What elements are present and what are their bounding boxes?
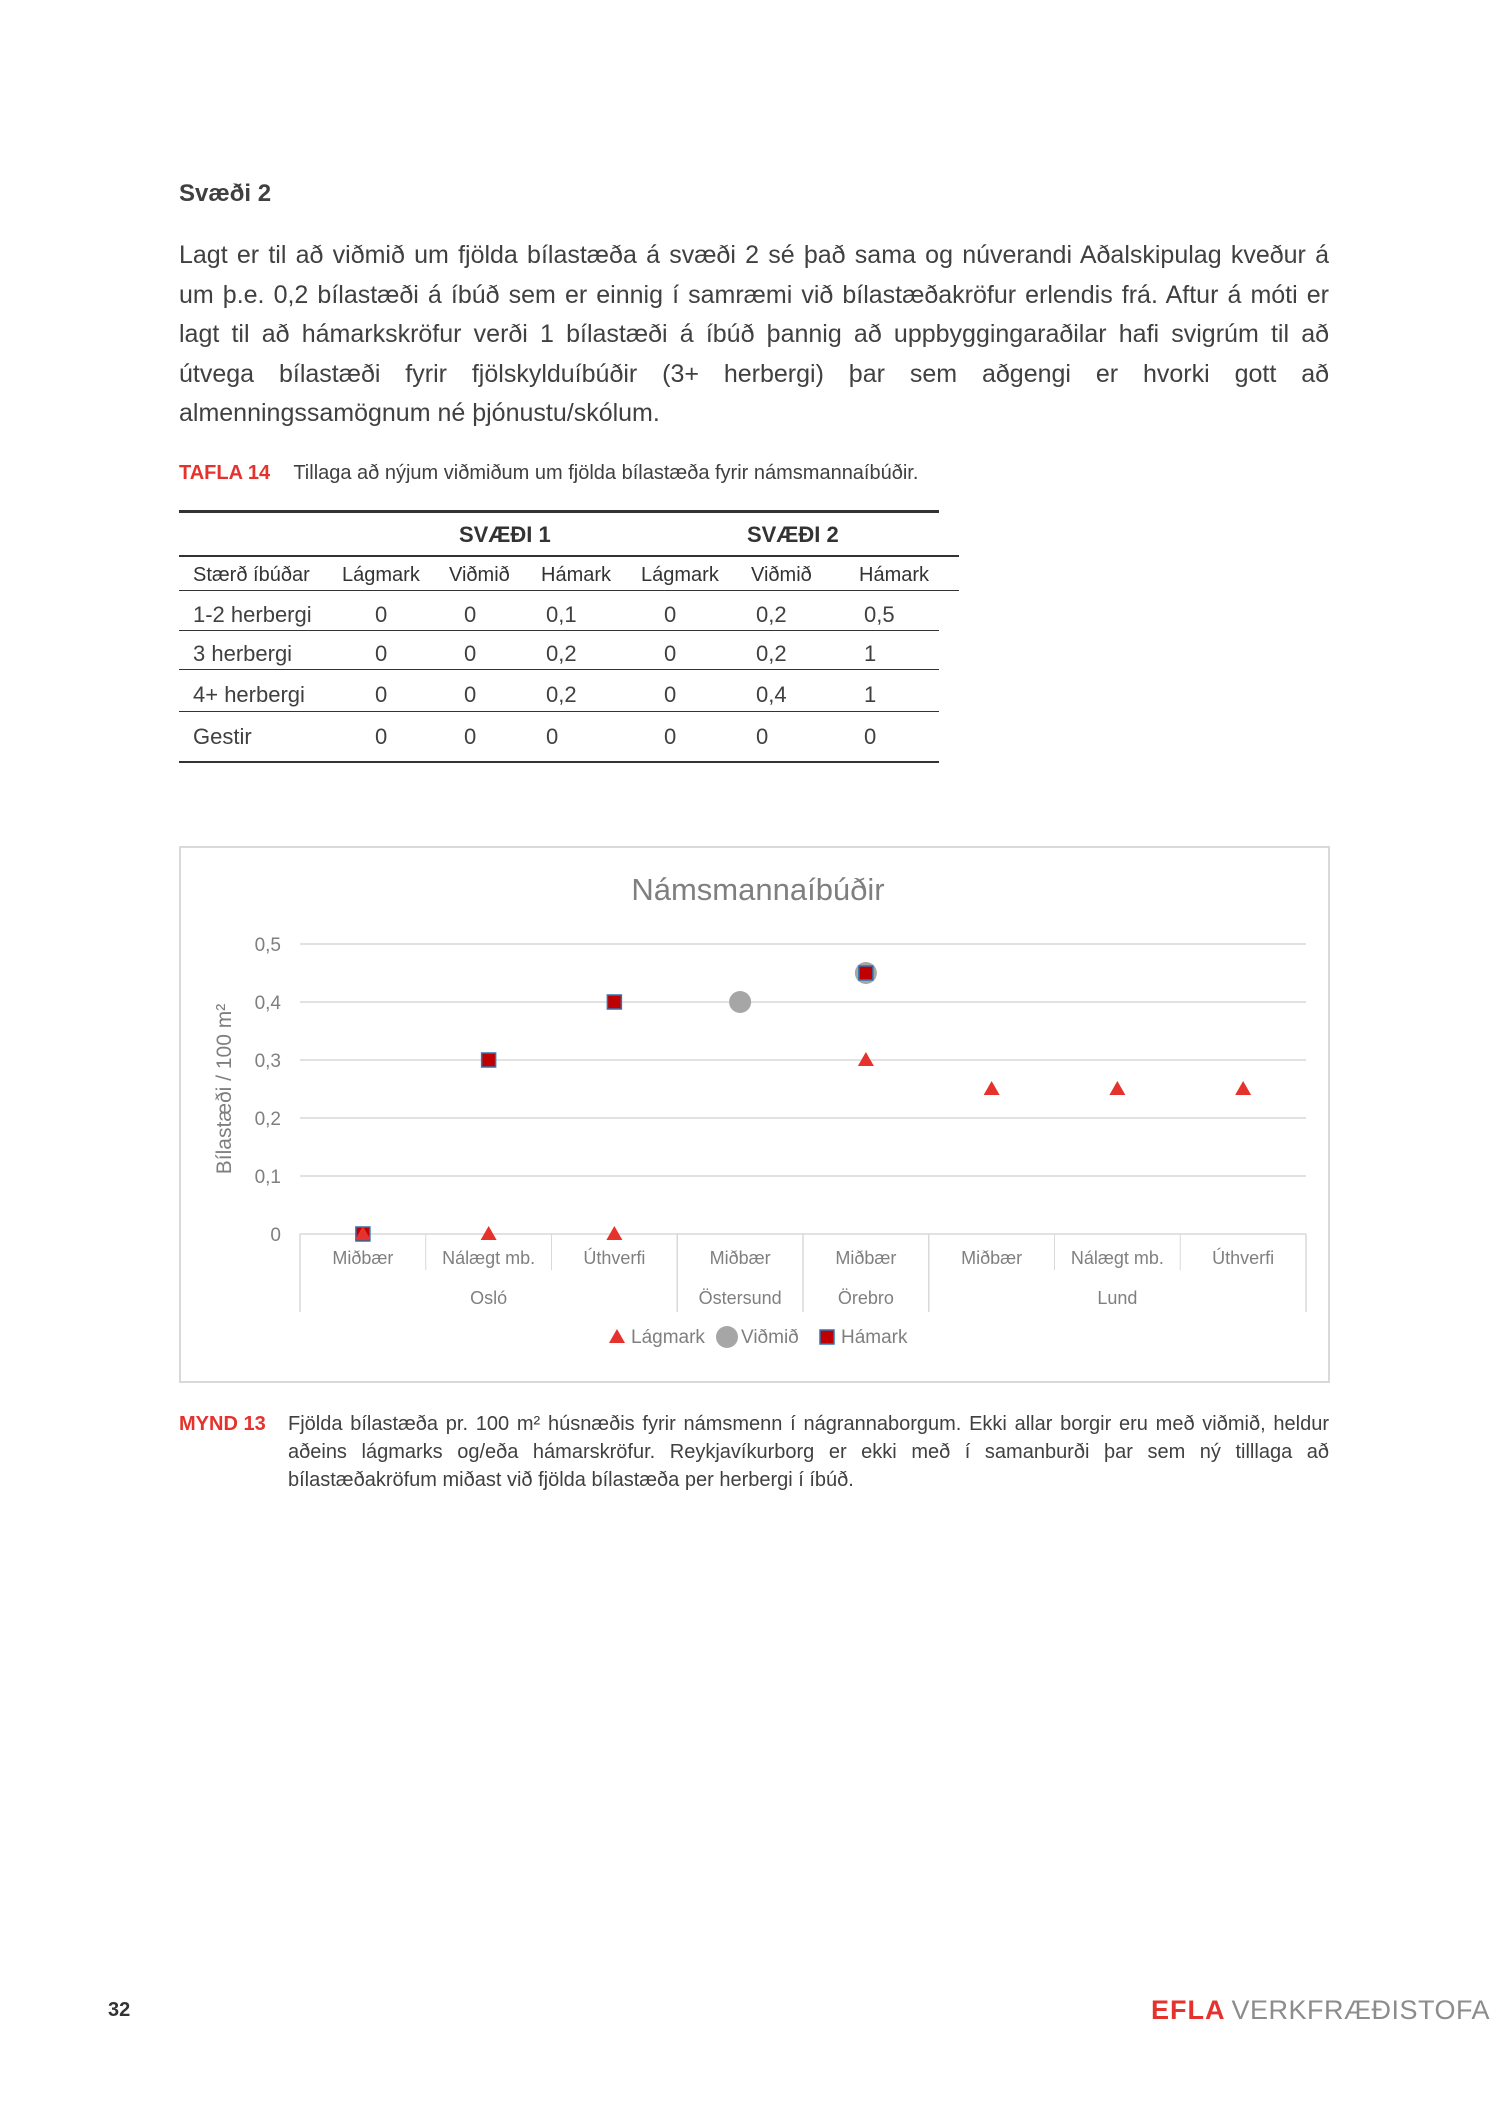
- table-column-header: Lágmark: [342, 564, 420, 586]
- x-category-label: Úthverfi: [1212, 1248, 1275, 1268]
- table-cell: 0,2: [756, 602, 787, 627]
- data-point-hámark: [859, 966, 873, 980]
- x-group-label: Lund: [1097, 1288, 1138, 1308]
- legend-label: Hámark: [841, 1327, 908, 1348]
- data-point-hámark: [482, 1053, 496, 1067]
- legend-label: Lágmark: [631, 1327, 705, 1348]
- table-cell: 0,2: [756, 641, 787, 666]
- table-cell: 0,2: [546, 641, 577, 666]
- x-group-label: Östersund: [698, 1288, 782, 1308]
- x-category-label: Miðbær: [709, 1248, 771, 1268]
- y-tick-label: 0,5: [254, 935, 281, 956]
- data-point-hámark: [607, 995, 621, 1009]
- y-tick-label: 0,4: [254, 993, 281, 1014]
- table-cell: 0: [464, 724, 477, 749]
- table-cell: 0: [756, 724, 769, 749]
- table-cell: 0: [864, 724, 877, 749]
- table-cell: 0: [464, 682, 477, 707]
- legend-label: Viðmið: [741, 1327, 799, 1348]
- figure-caption: [179, 1410, 1329, 1494]
- data-point-lágmark: [984, 1081, 1000, 1095]
- x-group-label: Osló: [470, 1288, 508, 1308]
- legend-marker: [716, 1326, 738, 1348]
- table-cell: 0: [664, 602, 677, 627]
- table-cell: 0: [664, 682, 677, 707]
- table-column-header: Stærð íbúðar: [193, 564, 310, 586]
- data-point-lágmark: [606, 1226, 622, 1240]
- table-column-header: Viðmið: [751, 564, 812, 586]
- x-category-label: Nálægt mb.: [442, 1248, 536, 1268]
- figure-caption-text: Fjölda bílastæða pr. 100 m² húsnæðis fyrir námsmenn í nágrannaborgum. Ekki allar borgir eru með viðmið, heldur aðeins lágmarks og/eða hámarskröfur. Reykjavíkurborg er ekki með í samanburði þar sem ný tilllaga að bílastæðakröfum miðast við fjölda bílastæða per herbergi í íbúð.: [288, 1413, 1329, 1491]
- x-category-label: Miðbær: [332, 1248, 394, 1268]
- logo-brand: EFLA: [1151, 1995, 1226, 2025]
- table-cell: 0: [464, 602, 477, 627]
- data-point-lágmark: [1235, 1081, 1251, 1095]
- table-cell: 0,5: [864, 602, 895, 627]
- efla-logo: [1151, 1995, 1490, 2026]
- table-cell: 0: [375, 724, 388, 749]
- table-rule: [179, 590, 959, 591]
- table-cell: 1: [864, 682, 877, 707]
- table-caption-label: TAFLA 14: [179, 462, 271, 484]
- table-column-header: Viðmið: [449, 564, 510, 586]
- section-heading: Svæði 2: [179, 180, 272, 207]
- table-cell: 0: [375, 641, 388, 666]
- chart-container: [179, 846, 1330, 1383]
- table-cell: 0,4: [756, 682, 787, 707]
- data-point-lágmark: [481, 1226, 497, 1240]
- table-cell: 1: [864, 641, 877, 666]
- x-group-label: Örebro: [837, 1288, 894, 1308]
- data-point-viðmið: [729, 991, 751, 1013]
- body-paragraph: Lagt er til að viðmið um fjölda bílastæða á svæði 2 sé það sama og núverandi Aðalskipulag kveður á um þ.e. 0,2 bílastæði á íbúð sem er einnig í samræmi við bílastæðakröfur erlendis frá. Aftur á móti er lagt til að hámarkskröfur verði 1 bílastæði á íbúð þannig að uppbyggingaraðilar hafi svigrúm til að útvega bílastæði fyrir fjölskylduíbúðir (3+ herbergi) þar sem aðgengi er hvorki gott að almenningssamögnum né þjónustu/skólum.: [179, 241, 1329, 427]
- legend-marker: [609, 1329, 625, 1343]
- table-rule: [179, 761, 939, 763]
- table-cell: 0: [546, 724, 559, 749]
- table-caption-text: Tillaga að nýjum viðmiðum um fjölda bílastæða fyrir námsmannaíbúðir.: [293, 462, 919, 484]
- chart-title: Námsmannaíbúðir: [631, 872, 885, 907]
- x-category-label: Úthverfi: [583, 1248, 646, 1268]
- scatter-chart: [181, 848, 1328, 1381]
- table-cell: 0: [664, 724, 677, 749]
- table-row-label: 1-2 herbergi: [193, 602, 312, 627]
- data-point-lágmark: [858, 1052, 874, 1066]
- y-tick-label: 0: [270, 1225, 281, 1246]
- legend-marker: [820, 1330, 834, 1344]
- parking-table: [179, 510, 959, 763]
- data-point-lágmark: [1109, 1081, 1125, 1095]
- table-cell: 0: [464, 641, 477, 666]
- table-cell: 0: [375, 682, 388, 707]
- table-rule: [179, 711, 939, 712]
- y-axis-label: Bílastæði / 100 m²: [213, 1003, 236, 1175]
- table-cell: 0: [375, 602, 388, 627]
- table-column-header: Lágmark: [641, 564, 719, 586]
- table-rule: [179, 555, 959, 557]
- table-rule: [179, 669, 939, 670]
- x-category-label: Miðbær: [835, 1248, 897, 1268]
- y-tick-label: 0,2: [254, 1109, 281, 1130]
- table-rule: [179, 630, 939, 631]
- y-tick-label: 0,1: [254, 1167, 281, 1188]
- table-column-header: Hámark: [859, 564, 930, 586]
- table-rule: [179, 510, 939, 513]
- table-group-header: SVÆÐI 1: [459, 522, 551, 547]
- table-row-label: Gestir: [193, 724, 252, 749]
- table-row-label: 4+ herbergi: [193, 682, 305, 707]
- page-number: 32: [108, 1999, 131, 2021]
- logo-rest: VERKFRÆÐISTOFA: [1231, 1995, 1491, 2025]
- table-group-header: SVÆÐI 2: [747, 522, 839, 547]
- x-category-label: Nálægt mb.: [1070, 1248, 1164, 1268]
- table-cell: 0,1: [546, 602, 577, 627]
- table-row-label: 3 herbergi: [193, 641, 293, 666]
- figure-caption-label: MYND 13: [179, 1413, 266, 1435]
- table-cell: 0,2: [546, 682, 577, 707]
- table-caption: [179, 462, 918, 485]
- x-category-label: Miðbær: [961, 1248, 1023, 1268]
- y-tick-label: 0,3: [254, 1051, 281, 1072]
- table-column-header: Hámark: [541, 564, 612, 586]
- table-cell: 0: [664, 641, 677, 666]
